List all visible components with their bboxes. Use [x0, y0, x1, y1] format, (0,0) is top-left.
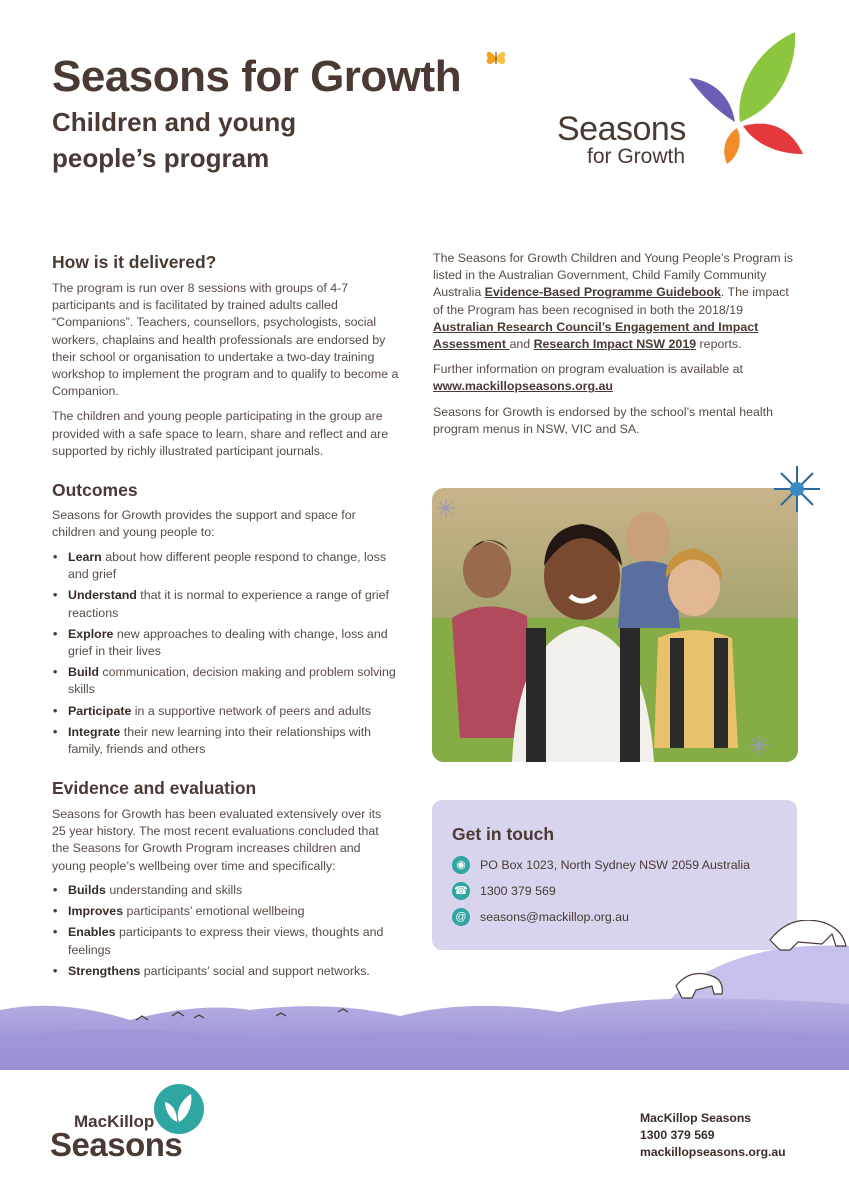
- outcome-bold: Understand: [68, 588, 137, 603]
- delivered-heading: How is it delivered?: [52, 252, 217, 272]
- footer-website[interactable]: mackillopseasons.org.au: [640, 1145, 786, 1159]
- text-run: reports.: [696, 337, 742, 352]
- logo-text-mackillop: MacKillop: [74, 1112, 155, 1131]
- outcome-text: communication, decision making and problem solving skills: [68, 665, 396, 697]
- list-item: [52, 903, 404, 920]
- seasons-for-growth-logo: [555, 30, 805, 170]
- text-run: and: [509, 337, 534, 352]
- leaf-icon: [685, 30, 805, 170]
- arc-assessment-link[interactable]: Australian Research Council’s Engagement and Impact Assessment: [433, 319, 759, 352]
- phone-icon: ☎: [452, 882, 470, 900]
- contact-address-row: [452, 856, 782, 874]
- outcome-bold: Integrate: [68, 724, 121, 739]
- evidence-heading: Evidence and evaluation: [52, 778, 257, 798]
- evidence-bold: Builds: [68, 883, 106, 897]
- subtitle-line-1: Children and young: [52, 107, 297, 137]
- outcome-text: that it is normal to experience a range of grief reactions: [68, 588, 389, 620]
- delivered-body: [52, 280, 404, 468]
- contact-heading: Get in touch: [452, 824, 555, 844]
- contact-email[interactable]: seasons@mackillop.org.au: [480, 910, 629, 924]
- outcome-text: new approaches to dealing with change, loss and grief in their lives: [68, 626, 388, 659]
- outcomes-intro: Seasons for Growth provides the support and space for children and young people to:: [52, 508, 356, 540]
- snowflake-icon: [748, 734, 770, 756]
- list-item: [52, 664, 404, 698]
- logo-word-for-growth: for Growth: [587, 145, 686, 168]
- evidence-bold: Enables: [68, 925, 116, 940]
- list-item: [52, 549, 404, 583]
- evidence-text: participants to express their views, thoughts and feelings: [68, 925, 384, 957]
- outcome-bold: Learn: [68, 550, 102, 564]
- mackillop-seasons-logo: [50, 1082, 210, 1162]
- delivered-paragraph-2: The children and young people participating in the group are provided with a safe space to learn, share and reflect and are supported by richly illustrated participant journals.: [52, 409, 389, 458]
- page-subtitle: [52, 104, 372, 176]
- contact-phone[interactable]: 1300 379 569: [480, 884, 556, 898]
- logo-word-seasons: Seasons: [557, 110, 686, 148]
- logo-text-seasons: Seasons: [50, 1126, 183, 1163]
- delivered-paragraph-1: The program is run over 8 sessions with groups of 4-7 participants and is facilitated by trained adults called “Companions”. Teachers, counsellors, psychologists, social workers, chaplains and health professionals are endorsed by their school or organisation to undertake a two-day training workshop to implement the program and to qualify to become a Companion.: [52, 281, 399, 399]
- outcome-bold: Explore: [68, 626, 114, 641]
- children-photo: [432, 488, 798, 762]
- right-column-text: [433, 250, 801, 446]
- outcome-bold: Participate: [68, 703, 132, 718]
- evidence-guidebook-link[interactable]: Evidence-Based Programme Guidebook: [484, 285, 721, 300]
- text-run: The Seasons for Growth Children and Young People’s Program is listed in the Australian Government, Child Family Community Australia: [433, 251, 793, 300]
- snowflake-icon: [436, 498, 456, 518]
- list-item: [52, 724, 404, 758]
- footer-contact: [640, 1110, 786, 1161]
- location-icon: ◉: [452, 856, 470, 874]
- butterfly-icon: [482, 44, 510, 72]
- contact-address: PO Box 1023, North Sydney NSW 2059 Australia: [480, 858, 750, 872]
- subtitle-line-2: people’s program: [52, 143, 270, 173]
- evidence-text: participants’ emotional wellbeing: [123, 904, 305, 919]
- outcome-text: about how different people respond to change, loss and grief: [68, 550, 387, 582]
- footer-org: MacKillop Seasons: [640, 1111, 752, 1125]
- endorsement-paragraph: Seasons for Growth is endorsed by the school’s mental health program menus in NSW, VIC and SA.: [433, 404, 774, 436]
- snowy-landscape-illustration: [0, 920, 849, 1070]
- email-icon: @: [452, 908, 470, 926]
- list-item: [52, 703, 404, 720]
- evidence-bold: Improves: [68, 904, 124, 919]
- leaf-icon: [163, 1092, 195, 1126]
- further-info-paragraph: [433, 361, 801, 395]
- research-impact-link[interactable]: Research Impact NSW 2019: [533, 337, 697, 352]
- program-listing-paragraph: [433, 250, 801, 353]
- evidence-intro: Seasons for Growth has been evaluated extensively over its 25 year history. The most recent evaluations concluded that the Seasons for Growth Program increases children and young people’s wellbeing over time and specifically:: [52, 807, 382, 873]
- outcomes-list: [52, 549, 404, 762]
- outcome-text: their new learning into their relationships with family, friends and others: [68, 724, 372, 757]
- outcome-text: in a supportive network of peers and adults: [131, 703, 372, 718]
- text-run: Further information on program evaluation is available at: [433, 362, 743, 377]
- list-item: [52, 587, 404, 621]
- snowflake-icon: [770, 462, 824, 516]
- text-run: . The impact of the Program has been recognised in both the 2018/19: [433, 285, 789, 317]
- evidence-text: understanding and skills: [105, 883, 243, 897]
- evidence-bold: Strengthens: [68, 963, 141, 978]
- list-item: [52, 882, 404, 899]
- outcome-bold: Build: [68, 665, 99, 680]
- page-title: Seasons for Growth: [52, 52, 462, 101]
- list-item: [52, 626, 404, 660]
- evidence-text: participants’ social and support networks.: [140, 963, 370, 978]
- footer-phone[interactable]: 1300 379 569: [640, 1128, 715, 1142]
- website-link[interactable]: www.mackillopseasons.org.au: [433, 379, 613, 394]
- outcomes-heading: Outcomes: [52, 480, 138, 500]
- contact-phone-row[interactable]: [452, 882, 782, 900]
